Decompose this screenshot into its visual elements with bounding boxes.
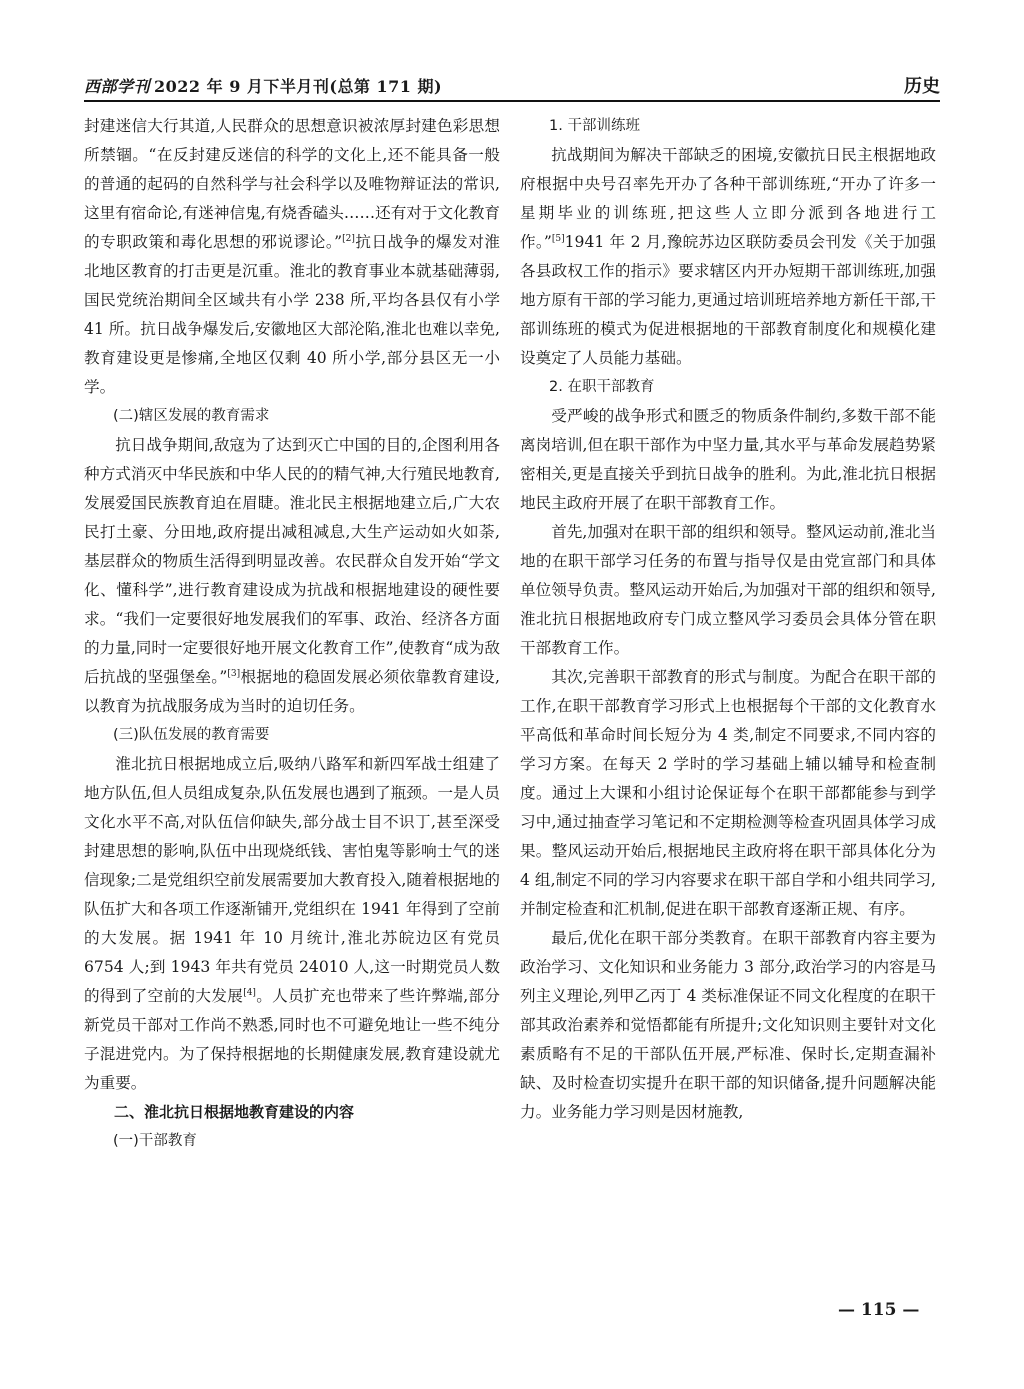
subsection-heading: 2. 在职干部教育 bbox=[549, 379, 655, 395]
paragraph: 受严峻的战争形式和匮乏的物质条件制约,多数干部不能离岗培训,但在职干部作为中坚力量,其水平与革命发展趋势紧密相关,更是直接关乎到抗日战争的胜利。为此,淮北抗日根据地民主政府开展了在职干部教育工作。 bbox=[520, 407, 936, 512]
paragraph bbox=[520, 141, 936, 373]
paragraph-text: 根据地的稳固发展必须依靠教育建设,以教育为抗战服务成为当时的迫切任务。 bbox=[84, 668, 500, 715]
paragraph-text: 1941 年 2 月,豫皖苏边区联防委员会刊发《关于加强各县政权工作的指示》要求辖区内开办短期干部训练班,加强地方原有干部的学习能力,更通过培训班培养地方新任干部,干部训练班的模式为促进根据地的干部教育制度化和规模化建设奠定了人员能力基础。 bbox=[520, 233, 936, 367]
running-header bbox=[84, 70, 940, 100]
paragraph bbox=[84, 112, 500, 402]
subsection-heading: (三)队伍发展的教育需要 bbox=[113, 727, 270, 743]
citation-ref: [4] bbox=[243, 987, 256, 998]
paragraph bbox=[84, 750, 500, 1098]
right-column bbox=[520, 112, 936, 1127]
journal-logo: 西部学刊 bbox=[84, 77, 151, 96]
subsection-heading: (二)辖区发展的教育需求 bbox=[113, 408, 270, 424]
subsection-heading: (一)干部教育 bbox=[113, 1133, 197, 1149]
section-heading: 二、淮北抗日根据地教育建设的内容 bbox=[114, 1103, 355, 1121]
citation-ref: [3] bbox=[227, 668, 241, 679]
page-number: — 115 — bbox=[838, 1300, 920, 1320]
journal-title bbox=[84, 74, 442, 97]
paragraph: 其次,完善职干部教育的形式与制度。为配合在职干部的工作,在职干部教育学习形式上也根据每个干部的文化教育水平高低和革命时间长短分为 4 类,制定不同要求,不同内容的学习方案。在每天 2 学时的学习基础上辅以辅导和检查制度。通过上大课和小组讨论保证每个在职干部都能参与到学习中,通过抽查学习笔记和不定期检测等检查巩固具体学习成果。整风运动开始后,根据地民主政府将在职干部具体化分为 4 组,制定不同的学习内容要求在职干部自学和小组共同学习,并制定检查和汇机制,促进在职干部教育逐渐正规、有序。 bbox=[520, 668, 936, 918]
paragraph-text: 抗日战争期间,敌寇为了达到灭亡中国的目的,企图利用各种方式消灭中华民族和中华人民的的精气神,大行殖民地教育,发展爱国民族教育迫在眉睫。淮北民主根据地建立后,广大农民打土豪、分田地,政府提出减租减息,大生产运动如火如荼,基层群众的物质生活得到明显改善。农民群众自发开始“学文化、懂科学”,进行教育建设成为抗战和根据地建设的硬性要求。“我们一定要很好地发展我们的军事、政治、经济各方面的力量,同时一定要很好地开展文化教育工作”,使教育“成为敌后抗战的坚强堡垒。” bbox=[84, 436, 500, 686]
section-label: 历史 bbox=[904, 76, 940, 97]
paragraph-text: 抗日战争的爆发对淮北地区教育的打击更是沉重。淮北的教育事业本就基础薄弱,国民党统治期间全区域共有小学 238 所,平均各县仅有小学 41 所。抗日战争爆发后,安徽地区大部沦陷,淮北也难以幸免,教育建设更是惨痛,全地区仅剩 40 所小学,部分县区无一小学。 bbox=[84, 233, 500, 396]
paragraph: 最后,优化在职干部分类教育。在职干部教育内容主要为政治学习、文化知识和业务能力 3 部分,政治学习的内容是马列主义理论,列甲乙丙丁 4 类标准保证不同文化程度的在职干部其政治素养和觉悟都能有所提升;文化知识则主要针对文化素质略有不足的干部队伍开展,严标准、保时长,定期查漏补缺、及时检查切实提升在职干部的知识储备,提升问题解决能力。业务能力学习则是因材施教, bbox=[520, 929, 936, 1121]
citation-ref: [2] bbox=[342, 233, 355, 244]
paragraph bbox=[84, 431, 500, 721]
paragraph-text: 封建迷信大行其道,人民群众的思想意识被浓厚封建色彩思想所禁锢。“在反封建反迷信的科学的文化上,还不能具备一般的普通的起码的自然科学与社会科学以及唯物辩证法的常识,这里有宿命论,有迷神信鬼,有烧香磕头……还有对于文化教育的专职政策和毒化思想的邪说谬论。” bbox=[84, 117, 500, 251]
paragraph-text: 抗战期间为解决干部缺乏的困境,安徽抗日民主根据地政府根据中央号召率先开办了各种干部训练班,“开办了许多一星期毕业的训练班,把这些人立即分派到各地进行工作。” bbox=[520, 146, 936, 251]
citation-ref: [5] bbox=[551, 233, 565, 244]
subsection-heading: 1. 干部训练班 bbox=[549, 118, 640, 134]
issue-info: 2022 年 9 月下半月刊(总第 171 期) bbox=[154, 77, 443, 96]
header-rule bbox=[84, 100, 940, 102]
paragraph: 首先,加强对在职干部的组织和领导。整风运动前,淮北当地的在职干部学习任务的布置与指导仅是由党宣部门和具体单位领导负责。整风运动开始后,为加强对干部的组织和领导,淮北抗日根据地政府专门成立整风学习委员会具体分管在职干部教育工作。 bbox=[520, 523, 936, 657]
paragraph-text: 淮北抗日根据地成立后,吸纳八路军和新四军战士组建了地方队伍,但人员组成复杂,队伍发展也遇到了瓶颈。一是人员文化水平不高,对队伍信仰缺失,部分战士目不识丁,甚至深受封建思想的影响,队伍中出现烧纸钱、害怕鬼等影响士气的迷信现象;二是党组织空前发展需要加大教育投入,随着根据地的队伍扩大和各项工作逐渐铺开,党组织在 1941 年得到了空前的大发展。据 1941 年 10 月统计,淮北苏皖边区有党员 6754 人;到 1943 年共有党员 24010 人,这一时期党员人数的得到了空前的大发展 bbox=[84, 755, 500, 1005]
left-column bbox=[84, 112, 500, 1156]
paragraph-text: 。人员扩充也带来了些许弊端,部分新党员干部对工作尚不熟悉,同时也不可避免地让一些不纯分子混进党内。为了保持根据地的长期健康发展,教育建设就尤为重要。 bbox=[84, 987, 500, 1092]
